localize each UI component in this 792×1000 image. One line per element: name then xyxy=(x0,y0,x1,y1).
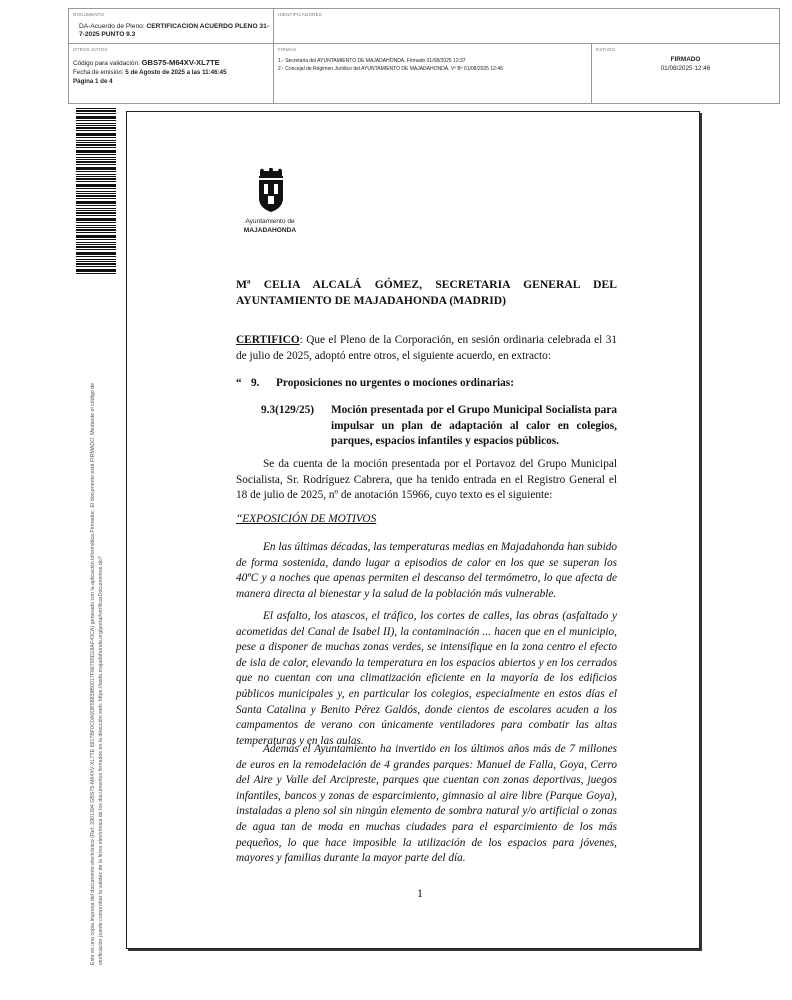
firmas-cell xyxy=(274,44,592,103)
side-validation-text xyxy=(90,265,105,965)
logo-line-2: MAJADAHONDA xyxy=(243,227,297,234)
codigo-value: GBS75-M64XV-XL7TE xyxy=(141,58,220,67)
firma-2: 2.- Concejal de Régimen Jurídico del AYUNTAMIENTO DE MAJADAHONDA. Vº Bº 01/08/2025 12:46 xyxy=(278,66,503,72)
document-header-table xyxy=(68,8,780,104)
otros-label: OTROS DATOS xyxy=(73,47,108,52)
section-quote: “ xyxy=(236,377,242,389)
certifico-label: CERTIFICO xyxy=(236,334,300,346)
certifico-paragraph xyxy=(236,333,617,364)
estado-cell xyxy=(592,44,779,103)
barcode-image xyxy=(76,108,116,274)
firmas-label: FIRMAS xyxy=(278,47,297,52)
certificate-heading: Mª CELIA ALCALÁ GÓMEZ, SECRETARIA GENERAL DEL AYUNTAMIENTO DE MAJADAHONDA (MADRID) xyxy=(236,278,617,307)
document-page xyxy=(126,111,700,949)
documento-label: DOCUMENTO xyxy=(73,12,105,17)
cuenta-paragraph: Se da cuenta de la moción presentada por el Portavoz del Grupo Municipal Socialista, Sr. Rodríguez Cabrera, que ha tenido entrada en el Registro General el 18 de julio de 2025, nº de anotación 15966, cuyo texto es el siguiente: xyxy=(236,458,617,502)
certifico-text: : Que el Pleno de la Corporación, en sesión ordinaria celebrada el 31 de julio de 2025, adoptó entre otros, el siguiente acuerdo, en extracto: xyxy=(236,334,617,362)
firma-1: 1.- Secretaria del AYUNTAMIENTO DE MAJADAHONDA. Firmado 01/08/2025 12:37 xyxy=(278,58,466,64)
validation-code xyxy=(73,58,220,67)
page-count: Página 1 de 4 xyxy=(73,78,113,85)
documento-title-bold: CERTIFICACION ACUERDO PLENO 31-7-2025 PUNTO 9.3 xyxy=(79,23,269,38)
motivos-paragraph-2: El asfalto, los atascos, el tráfico, los cortes de calles, las obras (asfaltado y acometidas del Canal de Isabel II), la contaminación ... hacen que en el municipio, pese a disponer de muchas zonas verdes, se intensifique en la zona centro el efecto de isla de calor, elevando la temperatura en los espacios abiertos y en los cerrados que no cuentan con una climatización eficiente en la mayoría de los edificios públicos municipales y, en particular los colegios, especialmente en estos días el Santa Catalina y Benito Pérez Galdós, donde cientos de escolares acuden a los campamentos de verano con únicamente ventiladores para combatir las altas temperaturas y en las aulas. xyxy=(236,610,617,747)
documento-title xyxy=(79,23,269,39)
motivos-paragraph-1: En las últimas décadas, las temperaturas medias en Majadahonda han subido de forma sostenida, dando lugar a episodios de calor en los que se superan los 40ºC y a noches que apenas permiten el descanso del termómetro, lo que afecta de manera directa al bienestar y la salud de la población más vulnerable. xyxy=(236,541,617,600)
page-number: 1 xyxy=(417,886,423,900)
identificadores-label: IDENTIFICADORES xyxy=(278,12,323,17)
section-title: Proposiciones no urgentes o mociones ordinarias: xyxy=(276,377,514,389)
issue-date xyxy=(73,69,227,76)
identificadores-cell xyxy=(274,9,779,44)
codigo-label: Código para validación: xyxy=(73,60,142,67)
estado-value: FIRMADO xyxy=(670,56,701,63)
estado-label: ESTADO xyxy=(596,47,616,52)
otros-datos-cell xyxy=(69,44,274,103)
documento-title-prefix: DA-Acuerdo de Pleno: xyxy=(79,23,147,30)
fecha-value: 5 de Agosto de 2025 a las 11:46:45 xyxy=(125,69,227,76)
item-number: 9.3(129/25) xyxy=(261,404,315,416)
documento-cell xyxy=(69,9,274,44)
fecha-label: Fecha de emisión: xyxy=(73,69,126,76)
estado-date: 01/08/2025 12:46 xyxy=(660,65,711,72)
item-title: Moción presentada por el Grupo Municipal Socialista para impulsar un plan de adaptación al calor en colegios, parques, espacios infantiles y espacios públicos. xyxy=(331,404,617,448)
side-text-line-1: Este es una copia impresa del documento electrónico (Ref: 2901394 GBS75-M64XV-XL7TE 6917BF0C0A0DB58839B0017F66765D18AF43CA) generado con la aplicación informática Firmadoc. El documento está FIRMADO. Mediante el código de xyxy=(90,382,96,965)
logo-line-1: Ayuntamiento de xyxy=(245,218,295,225)
motivos-paragraph-3: Además el Ayuntamiento ha invertido en los últimos años más de 7 millones de euros en la remodelación de 4 grandes parques: Manuel de Falla, Goya, Cerro del Aire y Valle del Arcipreste, parques que cuentan con zonas deportivas, juegos infantiles, bancos y zonas de esparcimiento, gimnasio al aire libre (Parque Goya), instaladas a pleno sol sin ningún elemento de sombra natural y/o artificial o zonas de agua tan de moda en muchas ciudades para el esparcimiento de los más pequeños, lo que hace imposible la utilización de los espacios para jóvenes, mayores y familias durante la mayor parte del día. xyxy=(236,743,617,865)
section-number: 9. xyxy=(251,377,260,389)
exposicion-heading: “EXPOSICIÓN DE MOTIVOS xyxy=(236,513,377,525)
side-text-line-2: verificación puede comprobar la validez de la firma electrónica de los documentos firmados en la dirección web: https://sede.majadahonda.org/portal/verificarDocumentos.do? xyxy=(97,556,104,965)
